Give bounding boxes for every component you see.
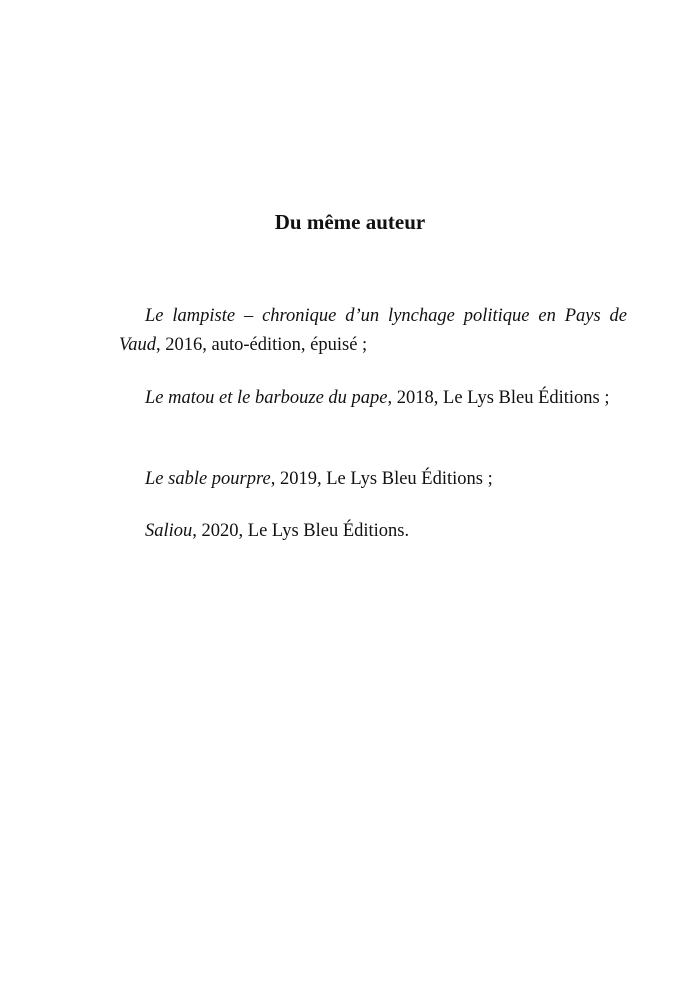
book-title: Le sable pourpre <box>145 469 271 489</box>
book-details: , 2016, auto-édition, épuisé ; <box>156 335 368 355</box>
bibliography-entry <box>119 465 627 494</box>
book-title: Le lampiste – chronique d’un lynchage politique en Pays de Vaud <box>119 306 627 355</box>
book-details: , 2020, Le Lys Bleu Éditions. <box>192 521 410 541</box>
book-details: , 2018, Le Lys Bleu Éditions ; <box>387 388 610 408</box>
bibliography-entry <box>119 302 627 360</box>
book-title: Saliou <box>145 521 193 541</box>
bibliography-entry <box>119 517 627 546</box>
bibliography-entry <box>119 384 627 413</box>
page-title: Du même auteur <box>274 210 426 234</box>
book-title: Le matou et le barbouze du pape <box>145 388 388 408</box>
book-details: , 2019, Le Lys Bleu Éditions ; <box>270 469 493 489</box>
